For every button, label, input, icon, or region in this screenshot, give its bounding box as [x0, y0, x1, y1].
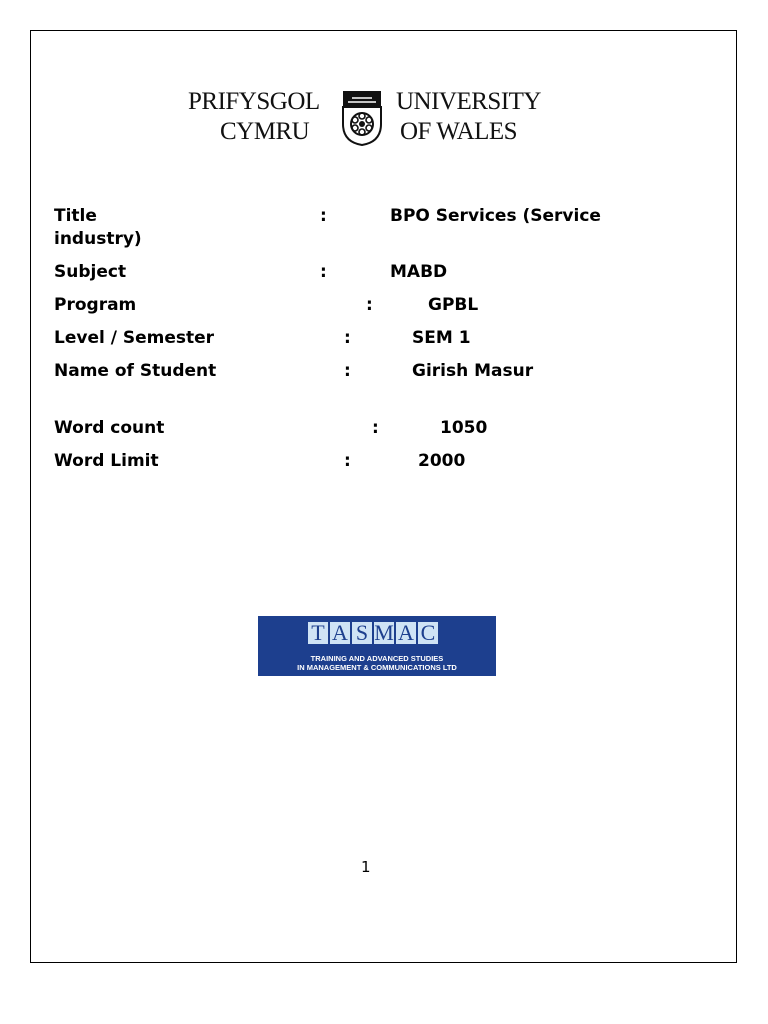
title-label: Title — [54, 206, 97, 226]
word-count-value: 1050 — [440, 418, 488, 438]
student-name-value: Girish Masur — [412, 361, 534, 381]
word-count-colon: : — [372, 418, 379, 438]
logo-text-prifysgol: PRIFYSGOL — [188, 88, 320, 115]
word-limit-colon: : — [344, 451, 351, 471]
title-value-continued: industry) — [54, 229, 142, 249]
tasmac-letter: A — [396, 622, 416, 644]
university-crest-icon — [342, 90, 382, 146]
level-semester-label: Level / Semester — [54, 328, 215, 348]
tasmac-logo — [258, 616, 496, 676]
level-semester-colon: : — [344, 328, 351, 348]
title-value: BPO Services (Service — [390, 206, 601, 226]
program-label: Program — [54, 295, 137, 315]
logo-text-university: UNIVERSITY — [396, 88, 541, 115]
word-count-label: Word count — [54, 418, 165, 438]
tasmac-letter: S — [352, 622, 372, 644]
tasmac-letter: C — [418, 622, 438, 644]
program-colon: : — [366, 295, 373, 315]
program-value: GPBL — [428, 295, 479, 315]
tasmac-letter: M — [374, 620, 394, 645]
subject-value: MABD — [390, 262, 448, 282]
page-number: 1 — [361, 858, 371, 876]
title-colon: : — [320, 206, 327, 226]
word-limit-label: Word Limit — [54, 451, 159, 471]
word-limit-value: 2000 — [418, 451, 466, 471]
tasmac-subtitle-line1: TRAINING AND ADVANCED STUDIES — [310, 654, 444, 663]
logo-text-cymru: CYMRU — [220, 118, 310, 145]
student-name-colon: : — [344, 361, 351, 381]
tasmac-wordmark — [308, 622, 440, 644]
logo-text-of-wales: OF WALES — [400, 118, 518, 145]
document-page — [30, 30, 737, 963]
tasmac-letter: T — [308, 622, 328, 644]
tasmac-letter: A — [330, 622, 350, 644]
subject-label: Subject — [54, 262, 127, 282]
student-name-label: Name of Student — [54, 361, 217, 381]
subject-colon: : — [320, 262, 327, 282]
level-semester-value: SEM 1 — [412, 328, 471, 348]
tasmac-subtitle-line2: IN MANAGEMENT & COMMUNICATIONS LTD — [297, 663, 457, 672]
